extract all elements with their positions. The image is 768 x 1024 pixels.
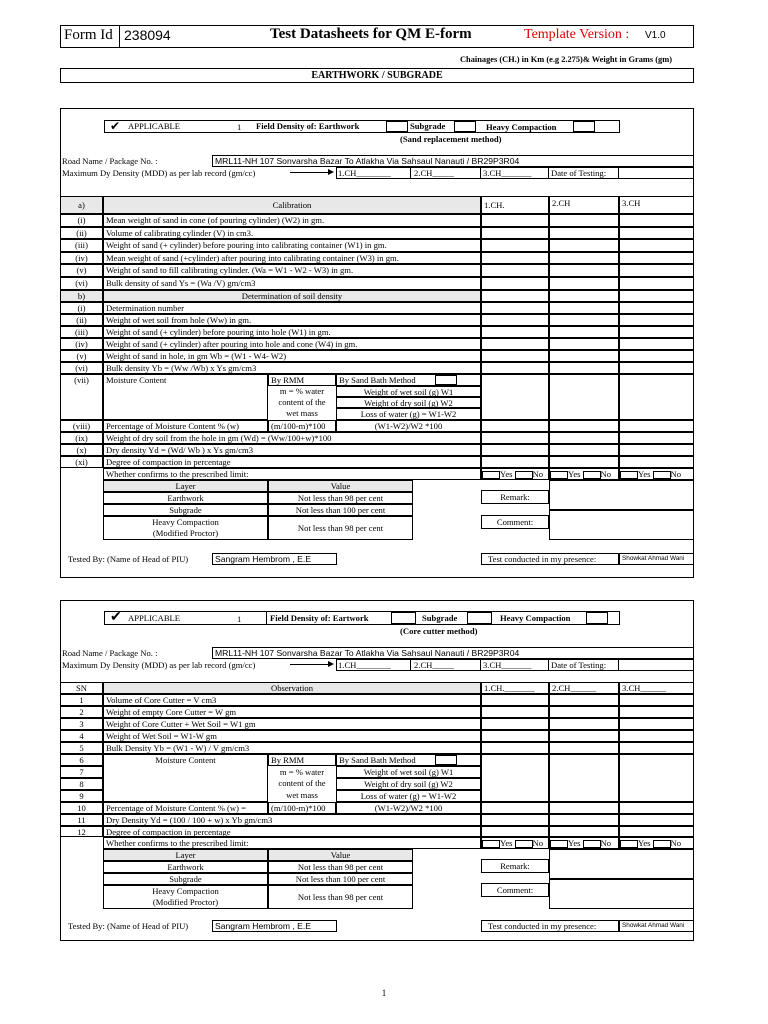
sand-vii: (vii) [60, 374, 103, 420]
core-row-ch2 [549, 694, 619, 706]
sand-a-row-ch1 [481, 227, 549, 240]
sand-confirm: Whether confirms to the prescribed limit: [103, 468, 481, 480]
sand-a-row-text: Weight of sand (+ cylinder) before pouring into calibrating container (W1) in gm. [103, 239, 481, 252]
sand-yes-label: Yes [568, 469, 581, 479]
core-row-num: 3 [60, 718, 103, 730]
core-heavy-checkbox[interactable] [586, 612, 608, 624]
core-mdd-ch2: 2.CH_____ [414, 660, 454, 670]
sand-b-row-ch3 [619, 314, 694, 326]
core-n6: 6 [60, 754, 103, 766]
sand-ix-ch2 [549, 432, 619, 444]
core-no-checkbox[interactable] [653, 840, 671, 848]
core-layer-header: Layer [103, 849, 268, 861]
sand-remark-field[interactable] [549, 480, 694, 510]
sand-a-row-num: (vi) [60, 277, 103, 290]
sand-x-ch2 [549, 444, 619, 456]
core-subgrade-label: Subgrade [422, 613, 458, 623]
sand-arrow-head-icon [328, 169, 334, 175]
core-heavy-layer [103, 885, 268, 909]
core-remark-field[interactable] [549, 849, 694, 879]
core-n11-ch1 [481, 814, 549, 826]
core-modified-proctor: (Modified Proctor) [152, 897, 219, 907]
core-row-ch1 [481, 742, 549, 754]
core-heavy-comp-text: Heavy Compaction [152, 886, 219, 896]
core-remark-label: Remark: [481, 859, 549, 873]
core-n11-ch2 [549, 814, 619, 826]
sand-b-row-ch1 [481, 314, 549, 326]
core-tested-by-value[interactable]: Sangram Hembrom , E.E [212, 920, 337, 932]
core-row-text: Weight of Core Cutter + Wet Soil = W1 gm [103, 718, 481, 730]
core-subgrade-checkbox[interactable] [467, 612, 492, 624]
sand-no-checkbox[interactable] [515, 471, 533, 479]
core-dry-soil: Weight of dry soil (g) W2 [336, 778, 481, 790]
sand-a-row-text: Mean weight of sand (+cylinder) after pouring into calibrating container (W3) in gm. [103, 252, 481, 265]
sand-heavy-value: Not less than 98 per cent [268, 516, 413, 540]
sand-b-row-num: (ii) [60, 314, 103, 326]
core-n8: 8 [60, 778, 103, 790]
sand-date-label: Date of Testing: [551, 168, 607, 178]
core-dry-density: Dry Density Yd = (100 / 100 + w) x Yb gm/cm3 [103, 814, 481, 826]
sand-heavy-comp-text: Heavy Compaction [152, 517, 219, 527]
core-yes-label: Yes [500, 838, 513, 848]
core-row-text: Weight of empty Core Cutter = W gm [103, 706, 481, 718]
form-id-label: Form Id [64, 27, 113, 43]
sand-b-row-ch2 [549, 350, 619, 362]
core-sn-header: SN [60, 682, 103, 694]
core-ch3-header: 3.CH______ [619, 682, 694, 694]
sand-presence-value[interactable]: Showkat Ahmad Wani [619, 553, 694, 565]
core-moist-ch3 [619, 754, 694, 802]
core-arrow-icon [290, 664, 330, 665]
sand-by-sand-bath: By Sand Bath Method [336, 374, 481, 386]
sand-dry-density: Dry density Yd = (Wd/ Wb ) x Ys gm/cm3 [103, 444, 481, 456]
core-heavy-value: Not less than 98 per cent [268, 885, 413, 909]
core-row-ch3 [619, 706, 694, 718]
sand-a-row-ch3 [619, 277, 694, 290]
sand-wet-mass: wet mass [286, 408, 318, 418]
core-yesno-group [481, 837, 549, 849]
sand-degree: Degree of compaction in percentage [103, 456, 481, 468]
sand-a-row-num: (ii) [60, 227, 103, 240]
sand-arrow-icon [290, 172, 330, 173]
core-yes-label: Yes [568, 838, 581, 848]
sand-yesno-group [549, 468, 619, 480]
core-tested-by-label: Tested By: (Name of Head of PIU) [68, 921, 189, 931]
core-applicable-label: APPLICABLE [128, 613, 181, 623]
core-n10-ch1 [481, 802, 549, 814]
core-loss-water: Loss of water (g) = W1-W2 [336, 790, 481, 802]
sand-check-icon[interactable]: ✔ [110, 119, 121, 133]
sand-subgrade-checkbox[interactable] [454, 121, 476, 132]
sand-b-ch1 [481, 290, 549, 302]
sand-mdd-sep2 [480, 167, 481, 179]
core-arrow-head-icon [328, 661, 334, 667]
core-n11-ch3 [619, 814, 694, 826]
sand-remark-label: Remark: [481, 490, 549, 504]
core-n12: 12 [60, 826, 103, 837]
core-yes-checkbox[interactable] [550, 840, 568, 848]
sand-yes-checkbox[interactable] [620, 471, 638, 479]
core-road-label: Road Name / Package No. : [62, 648, 158, 658]
core-yes-checkbox[interactable] [482, 840, 500, 848]
sand-a-row-ch2 [549, 252, 619, 265]
core-yes-label: Yes [638, 838, 651, 848]
sand-b-row-num: (iii) [60, 326, 103, 338]
sand-a-row-ch1 [481, 277, 549, 290]
sand-dry-soil-hole: Weight of dry soil from the hole in gm (Wd) = (Ww/100+w)*100 [103, 432, 481, 444]
core-yesno-group [619, 837, 694, 849]
sand-ch1-header: 1.CH. [481, 196, 549, 214]
core-formula-w: (W1-W2)/W2 *100 [336, 802, 481, 814]
sand-heavy-layer [103, 516, 268, 540]
core-road-value: MRL11-NH 107 Sonvarsha Bazar To Atlakha Via Sahsaul Nanauti / BR29P3R04 [212, 647, 694, 659]
sand-comment-label: Comment: [481, 515, 549, 529]
core-one: 1 [237, 614, 242, 624]
sand-ch2-header: 2.CH [549, 196, 619, 214]
sand-bath-checkbox[interactable] [435, 375, 457, 385]
sand-ch3-header: 3.CH [619, 196, 694, 214]
sand-a-row-ch2 [549, 239, 619, 252]
sand-yesno-group [481, 468, 549, 480]
sand-yes-checkbox[interactable] [482, 471, 500, 479]
core-yes-checkbox[interactable] [620, 840, 638, 848]
sand-b-row-ch3 [619, 326, 694, 338]
sand-b-row-ch1 [481, 326, 549, 338]
core-formula-m: (m/100-m)*100 [268, 802, 336, 814]
sand-a-row-ch3 [619, 214, 694, 227]
sand-x: (x) [60, 444, 103, 456]
sand-b-row-text: Determination number [103, 302, 481, 314]
sand-formula-m: (m/100-m)*100 [268, 420, 336, 432]
sand-b-row-num: (i) [60, 302, 103, 314]
core-row-ch2 [549, 706, 619, 718]
core-row-ch1 [481, 730, 549, 742]
sand-earthwork-checkbox[interactable] [386, 121, 408, 132]
core-field-density: Field Density of: Eartwork [270, 613, 369, 623]
core-presence-value[interactable]: Showkat Ahmad Wani [619, 920, 694, 932]
core-moist-ch2 [549, 754, 619, 802]
core-n10-ch3 [619, 802, 694, 814]
sand-b-row-ch1 [481, 362, 549, 374]
sand-calibration-header: Calibration [103, 196, 481, 214]
core-row-num: 1 [60, 694, 103, 706]
sand-no-label: No [600, 469, 612, 479]
core-observation-header: Observation [103, 682, 481, 694]
sand-m-water: m = % water [279, 386, 325, 396]
form-id-value: 238094 [124, 27, 171, 43]
core-row-ch1 [481, 706, 549, 718]
sand-xi-ch3 [619, 456, 694, 468]
core-check-icon[interactable]: ✔ [110, 610, 122, 625]
sand-mdd-sep3 [548, 167, 549, 179]
sand-b-row-ch3 [619, 338, 694, 350]
core-row-ch1 [481, 718, 549, 730]
sand-yes-label: Yes [500, 469, 513, 479]
sand-mdd-ch2: 2.CH_____ [414, 168, 454, 178]
sand-viii-ch1 [481, 420, 549, 432]
sand-yesno-group [619, 468, 694, 480]
sand-a-row-text: Volume of calibrating cylinder (V) in cm3. [103, 227, 481, 240]
sand-mdd-ch1: 1.CH________ [338, 168, 391, 178]
core-n10: 10 [60, 802, 103, 814]
sand-a-row-ch1 [481, 252, 549, 265]
sand-xi-ch2 [549, 456, 619, 468]
sand-b-row-ch1 [481, 302, 549, 314]
core-date-label: Date of Testing: [551, 660, 607, 670]
page-title: Test Datasheets for QM E-form [270, 26, 472, 42]
core-row-ch2 [549, 718, 619, 730]
sand-b-row-ch1 [481, 338, 549, 350]
sand-a-row-text: Mean weight of sand in cone (of pouring cylinder) (W2) in gm. [103, 214, 481, 227]
sand-viii: (viii) [60, 420, 103, 432]
sand-b-row-ch3 [619, 302, 694, 314]
core-row-num: 5 [60, 742, 103, 754]
sand-mdd-label: Maximum Dy Density (MDD) as per lab record (gm/cc) [62, 168, 256, 178]
core-n12-ch1 [481, 826, 549, 837]
core-ch1-header: 1.CH._______ [481, 682, 549, 694]
sand-heavy-checkbox[interactable] [573, 121, 595, 132]
core-wet-soil: Weight of wet soil (g) W1 [336, 766, 481, 778]
core-mdd-sep4 [618, 659, 619, 671]
core-n12-ch3 [619, 826, 694, 837]
core-no-checkbox[interactable] [515, 840, 533, 848]
core-presence-label: Test conducted in my presence: [481, 920, 619, 932]
sand-yes-label: Yes [638, 469, 651, 479]
core-bath-checkbox[interactable] [435, 755, 457, 765]
sand-a-row-num: (v) [60, 264, 103, 277]
sand-b-row-num: (vi) [60, 362, 103, 374]
sand-a-row-text: Bulk density of sand Ys = (Wa /V) gm/cm3 [103, 277, 481, 290]
sand-formula-w: (W1-W2)/W2 *100 [336, 420, 481, 432]
sand-b-row-ch2 [549, 302, 619, 314]
core-pct-moisture: Percentage of Moisture Content % (w) = [103, 802, 268, 814]
core-moist-ch1 [481, 754, 549, 802]
sand-method: (Sand replacement method) [400, 134, 502, 144]
core-row-text: Bulk Density Yb = (W1 - W) / V gm/cm3 [103, 742, 481, 754]
core-row-ch1 [481, 694, 549, 706]
core-content-of: content of the [278, 778, 326, 788]
core-value-header: Value [268, 849, 413, 861]
sand-loss-water: Loss of water (g) = W1-W2 [336, 408, 481, 420]
sand-a-row-ch1 [481, 239, 549, 252]
core-by-sand-bath: By Sand Bath Method [336, 754, 481, 766]
sand-dry-soil: Weight of dry soil (g) W2 [336, 397, 481, 408]
sand-heavy-label: Heavy Compaction [486, 122, 557, 132]
core-n10-ch2 [549, 802, 619, 814]
sand-viii-ch3 [619, 420, 694, 432]
core-row-text: Volume of Core Cutter = V cm3 [103, 694, 481, 706]
core-no-label: No [600, 838, 612, 848]
sand-by-rmm: By RMM [268, 374, 336, 386]
sand-a-row-ch2 [549, 277, 619, 290]
sand-vii-ch3 [619, 374, 694, 420]
sand-value-header: Value [268, 480, 413, 492]
section-title: EARTHWORK / SUBGRADE [60, 68, 694, 83]
sand-applicable-label: APPLICABLE [128, 121, 181, 131]
sand-tested-by-label: Tested By: (Name of Head of PIU) [68, 554, 189, 564]
core-row-num: 4 [60, 730, 103, 742]
core-subgrade-value: Not less than 100 per cent [268, 873, 413, 885]
sand-a-label: a) [60, 196, 103, 214]
sand-b-ch3 [619, 290, 694, 302]
sand-a-row-ch3 [619, 239, 694, 252]
sand-tested-by-value[interactable]: Sangram Hembrom , E.E [212, 553, 337, 565]
core-degree: Degree of compaction in percentage [103, 826, 481, 837]
sand-a-row-ch3 [619, 252, 694, 265]
sand-x-ch3 [619, 444, 694, 456]
sand-b-row-ch2 [549, 362, 619, 374]
sand-x-ch1 [481, 444, 549, 456]
sand-a-row-ch1 [481, 264, 549, 277]
sand-xi: (xi) [60, 456, 103, 468]
sand-subgrade-label: Subgrade [410, 121, 446, 131]
sand-no-label: No [670, 469, 682, 479]
sand-earthwork-value: Not less than 98 per cent [268, 492, 413, 504]
sand-viii-ch2 [549, 420, 619, 432]
core-row-ch3 [619, 694, 694, 706]
core-row-ch2 [549, 730, 619, 742]
sand-a-row-ch2 [549, 214, 619, 227]
core-heavy-label: Heavy Compaction [500, 613, 571, 623]
sand-layer-header: Layer [103, 480, 268, 492]
core-earthwork-value: Not less than 98 per cent [268, 861, 413, 873]
sand-b-row-text: Weight of sand in hole, in gm Wb = (W1 - W4- W2) [103, 350, 481, 362]
sand-content-of: content of the [278, 397, 326, 407]
sand-b-row-text: Weight of wet soil from hole (Ww) in gm. [103, 314, 481, 326]
sand-a-row-ch3 [619, 227, 694, 240]
core-by-rmm: By RMM [268, 754, 336, 766]
core-n11: 11 [60, 814, 103, 826]
sand-a-row-num: (i) [60, 214, 103, 227]
sand-mdd-ch3: 3.CH_______ [483, 168, 532, 178]
sand-moisture-label: Moisture Content [103, 374, 268, 420]
sand-field-density: Field Density of: Earthwork [256, 121, 360, 131]
sand-one: 1 [237, 122, 242, 132]
sand-b-row-ch1 [481, 350, 549, 362]
sand-b-label: b) [60, 290, 103, 302]
core-row-num: 2 [60, 706, 103, 718]
core-comment-label: Comment: [481, 883, 549, 897]
core-row-text: Weight of Wet Soil = W1-W gm [103, 730, 481, 742]
sand-xi-ch1 [481, 456, 549, 468]
core-subgrade-layer: Subgrade [103, 873, 268, 885]
core-divider [266, 611, 267, 625]
page-number: 1 [381, 988, 387, 998]
sand-pct-moisture: Percentage of Moisture Content % (w) [103, 420, 268, 432]
core-mdd-label: Maximum Dy Density (MDD) as per lab record (gm/cc) [62, 660, 256, 670]
core-moisture-label: Moisture Content [103, 754, 268, 802]
sand-a-row-ch2 [549, 264, 619, 277]
sand-road-label: Road Name / Package No. : [62, 156, 158, 166]
sand-presence-label: Test conducted in my presence: [481, 553, 619, 565]
sand-b-row-num: (iv) [60, 338, 103, 350]
core-row-ch3 [619, 730, 694, 742]
core-no-label: No [532, 838, 544, 848]
sand-b-row-text: Weight of sand (+ cylinder) after pouring into hole and cone (W4) in gm. [103, 338, 481, 350]
sand-a-row-num: (iii) [60, 239, 103, 252]
sand-b-row-ch2 [549, 314, 619, 326]
core-no-checkbox[interactable] [583, 840, 601, 848]
sand-a-row-ch3 [619, 264, 694, 277]
core-mdd-ch3: 3.CH_______ [483, 660, 532, 670]
sand-a-row-num: (iv) [60, 252, 103, 265]
core-no-label: No [670, 838, 682, 848]
sand-a-row-ch1 [481, 214, 549, 227]
core-mdd-sep3 [548, 659, 549, 671]
sand-subgrade-value: Not less than 100 per cent [268, 504, 413, 516]
core-row-ch3 [619, 742, 694, 754]
sand-ix: (ix) [60, 432, 103, 444]
core-earthwork-checkbox[interactable] [391, 612, 416, 624]
sand-b-ch2 [549, 290, 619, 302]
sand-road-value: MRL11-NH 107 Sonvarsha Bazar To Atlakha Via Sahsaul Nanauti / BR29P3R04 [212, 155, 694, 167]
sand-subgrade-layer: Subgrade [103, 504, 268, 516]
sand-ix-ch1 [481, 432, 549, 444]
sand-b-row-ch2 [549, 338, 619, 350]
sand-comment-field[interactable] [549, 510, 694, 540]
core-comment-field[interactable] [549, 879, 694, 909]
sand-vii-ch1 [481, 374, 549, 420]
form-id-divider [119, 25, 120, 48]
core-method: (Core cutter method) [400, 626, 478, 636]
core-n7: 7 [60, 766, 103, 778]
sand-a-row-text: Weight of sand to fill calibrating cylinder. (Wa = W1 - W2 - W3) in gm. [103, 264, 481, 277]
core-row-ch2 [549, 742, 619, 754]
core-n9: 9 [60, 790, 103, 802]
sand-soil-density-header: Determination of soil density [103, 290, 481, 302]
core-mdd-ch1: 1.CH________ [338, 660, 391, 670]
sand-b-row-ch3 [619, 362, 694, 374]
core-ch2-header: 2.CH______ [549, 682, 619, 694]
core-mdd-sep1 [410, 659, 411, 671]
sand-no-checkbox[interactable] [583, 471, 601, 479]
core-yesno-group [549, 837, 619, 849]
core-n12-ch2 [549, 826, 619, 837]
core-mdd-sep2 [480, 659, 481, 671]
core-wet-mass: wet mass [286, 790, 318, 800]
core-m-water: m = % water [279, 767, 325, 777]
sand-a-row-ch2 [549, 227, 619, 240]
sand-mdd-sep1 [410, 167, 411, 179]
chainage-note: Chainages (CH.) in Km (e.g 2.275)& Weight in Grams (gm) [460, 55, 672, 64]
sand-mdd-sep4 [618, 167, 619, 179]
sand-no-checkbox[interactable] [653, 471, 671, 479]
sand-modified-proctor: (Modified Proctor) [152, 528, 219, 538]
sand-b-row-ch2 [549, 326, 619, 338]
sand-b-row-num: (v) [60, 350, 103, 362]
sand-wet-soil: Weight of wet soil (g) W1 [336, 386, 481, 397]
sand-b-row-ch3 [619, 350, 694, 362]
template-label: Template Version : [524, 27, 630, 42]
core-row-ch3 [619, 718, 694, 730]
sand-earthwork-layer: Earthwork [103, 492, 268, 504]
sand-ix-ch3 [619, 432, 694, 444]
template-version: V1.0 [645, 30, 666, 41]
sand-yes-checkbox[interactable] [550, 471, 568, 479]
sand-b-row-text: Weight of sand (+ cylinder) before pouring into hole (W1) in gm. [103, 326, 481, 338]
core-confirm: Whether confirms to the prescribed limit: [103, 837, 481, 849]
core-earthwork-layer: Earthwork [103, 861, 268, 873]
sand-no-label: No [532, 469, 544, 479]
sand-vii-ch2 [549, 374, 619, 420]
sand-b-row-text: Bulk density Yb = (Ww /Wb) x Ys gm/cm3 [103, 362, 481, 374]
